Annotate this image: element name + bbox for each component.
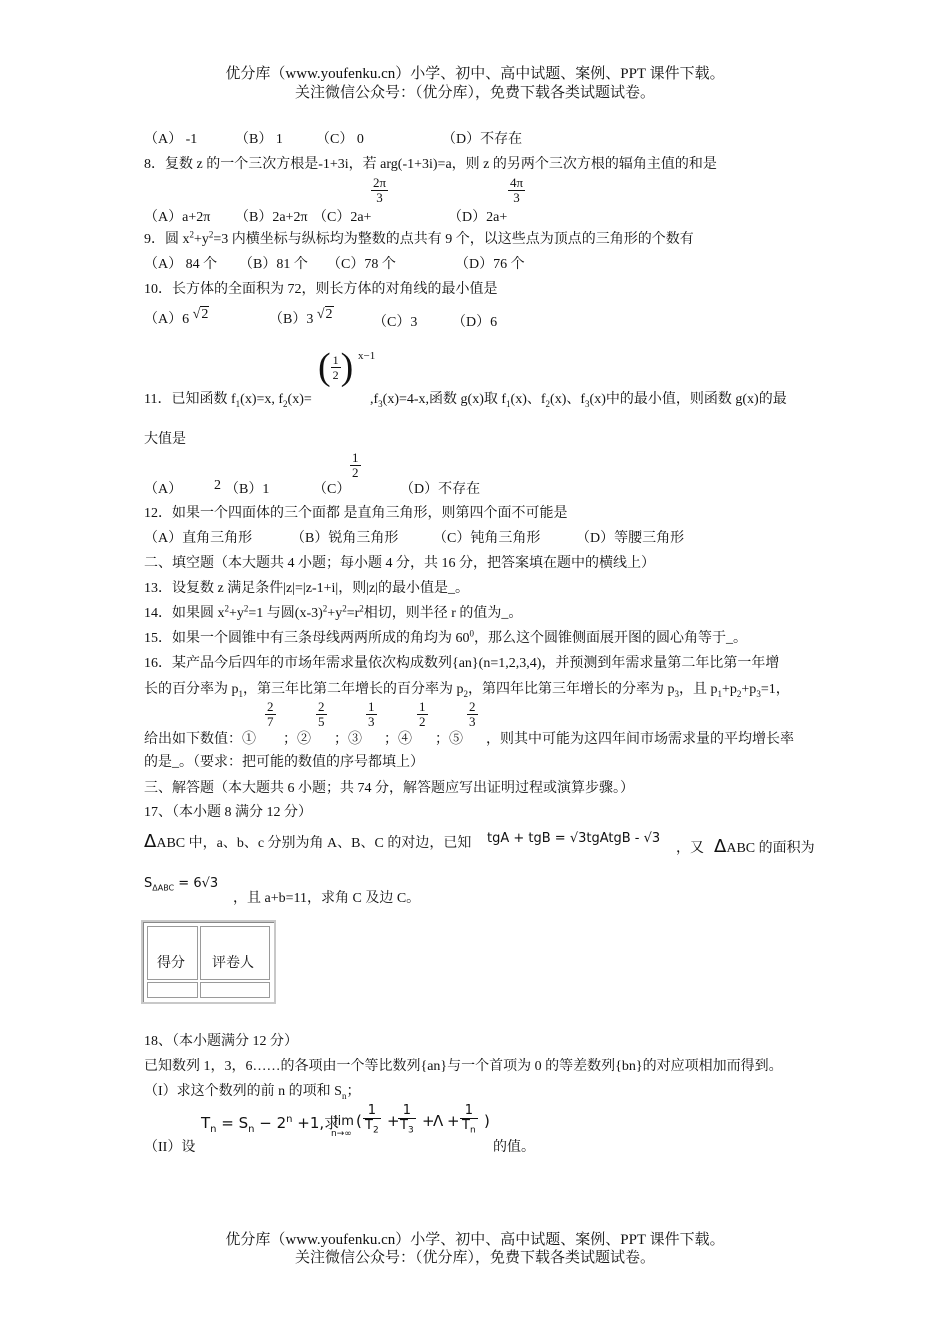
q8-frac-d-num: 4π	[510, 175, 524, 190]
q16-line-2	[144, 678, 790, 698]
q16-l2e: +p	[722, 682, 737, 697]
q16-f3-den: 3	[368, 714, 375, 729]
q11-paren-close: )	[340, 346, 354, 388]
q18-part-1	[144, 1080, 360, 1100]
q15-b: ，那么这个圆锥侧面展开图的圆心角等于_。	[474, 631, 747, 646]
q11-option-a: （A）	[144, 482, 183, 497]
q18-part1-sub: n	[341, 1090, 347, 1101]
q18-frac-t3-den	[398, 1118, 416, 1136]
q18-line-1: 已知数列 1，3，6……的各项由一个等比数列{an}与一个首项为 0 的等差数列{bn}的对应项相加而得到。	[144, 1059, 783, 1074]
q16-l2b: ，第三年比第二年增长的百分率为 p	[243, 682, 464, 697]
q16-f4-den: 2	[419, 714, 426, 729]
q12-option-c: （C）钝角三角形	[433, 531, 541, 546]
q9-stem	[144, 228, 694, 248]
q11-sub-3: 3	[378, 398, 383, 409]
q18-plus-1: +	[387, 1112, 400, 1130]
q17-area-val: = 6√3	[174, 876, 219, 891]
q18-frac-t3-num: 1	[402, 1103, 411, 1118]
q17-line-1	[144, 831, 471, 852]
q13: 13．设复数 z 满足条件|z|=|z-1+i|，则|z|的最小值是_。	[144, 581, 470, 596]
triangle-icon: Δ	[144, 831, 157, 852]
q17-formula: tgA + tgB = √3tgAtgB - √3	[487, 831, 661, 846]
q16-line-4: 的是_。（要求：把可能的数值的序号都填上）	[144, 755, 424, 770]
q10-root-symbol-a: √	[192, 307, 201, 322]
q11-sub-2: 2	[283, 398, 288, 409]
q18-plus-3: +	[447, 1112, 460, 1130]
q8-option-a: （A）a+2π	[144, 210, 211, 225]
q11-option-c-den: 2	[352, 465, 359, 480]
q18-f-mid: − 2	[254, 1114, 287, 1132]
q15-sup: 0	[469, 628, 474, 639]
q14-sup-4: 2	[342, 603, 347, 614]
q18-f-plus: +1,求	[292, 1114, 340, 1132]
q11-option-d: （D）不存在	[400, 482, 481, 497]
q11-stem-c: (x)=	[287, 392, 312, 407]
q12-stem: 12．如果一个四面体的三个面都 是直角三角形，则第四个面不可能是	[144, 506, 568, 521]
q11-frac-den: 2	[332, 367, 339, 382]
grader-label: 评卷人	[212, 956, 254, 971]
q12-option-b: （B）锐角三角形	[291, 531, 399, 546]
q16-f1-den: 7	[267, 714, 274, 729]
q9-option-d: （D）76 个	[455, 257, 525, 272]
q9-stem-b: +y	[194, 232, 209, 247]
q11-option-c: （C）	[313, 482, 351, 497]
q18-frac-t3	[398, 1103, 416, 1136]
q18-plus-2: +	[422, 1112, 435, 1130]
q18-frac-t3-t: T	[400, 1118, 408, 1133]
q15	[144, 627, 747, 647]
q17-l1b	[676, 836, 815, 857]
q11-stem-part2	[370, 388, 787, 408]
q16-frac-4	[417, 700, 428, 729]
q16-f2-num: 2	[318, 699, 325, 714]
q16-f4-num: 1	[419, 699, 426, 714]
q9-option-b: （B）81 个	[239, 257, 308, 272]
q16-sub-3: 3	[674, 688, 679, 699]
q14-sup-5: 2	[359, 603, 364, 614]
q10-option-a-label: （A）6	[144, 312, 190, 327]
q10-sqrt-b	[317, 307, 334, 322]
q11-stem-b: (x)=x, f	[240, 392, 284, 407]
q16-frac-2	[316, 700, 327, 729]
q18-frac-tn-t: T	[462, 1118, 470, 1133]
q16-l3-intro: 给出如下数值：①	[144, 732, 256, 747]
q14-sup-2: 2	[243, 603, 249, 614]
q8-frac-d-den: 3	[508, 190, 525, 205]
q11-f2-expression	[318, 348, 353, 386]
q16-sep-5: ；⑤	[435, 732, 463, 747]
q14-a: 14．如果圆 x	[144, 606, 225, 621]
q8-frac-d	[508, 176, 525, 205]
q16-sep-4: ；④	[384, 732, 412, 747]
q14-e: =r	[346, 606, 360, 621]
q16-sub-3b: 3	[756, 688, 761, 699]
q14-f: 相切，则半径 r 的值为_。	[363, 606, 523, 621]
q8-option-c: （C）2a+	[313, 210, 372, 225]
q9-stem-c: =3 内横坐标与纵标均为整数的点共有 9 个，以这些点为顶点的三角形的个数有	[213, 232, 694, 247]
q16-f5-den: 3	[469, 714, 476, 729]
q11-frac	[331, 353, 341, 382]
q7-option-d: （D）不存在	[442, 132, 523, 147]
section-3-heading: 三、解答题（本大题共 6 小题；共 74 分，解答题应写出证明过程或演算步骤。）	[144, 781, 634, 796]
q16-sep-2: ；②	[283, 732, 311, 747]
q14-c: =1 与圆(x-3)	[248, 606, 323, 621]
q18-f-sub-n2: n	[248, 1124, 255, 1135]
q18-f-sub-n: n	[210, 1124, 217, 1135]
q7-option-c: （C） 0	[316, 132, 364, 147]
triangle-icon-2: Δ	[714, 836, 727, 857]
q18-lim-sub: n→∞	[331, 1129, 352, 1139]
q10-radicand-b: 2	[325, 307, 333, 322]
q10-option-c: （C）3	[373, 315, 418, 330]
q16-sub-2: 2	[463, 688, 468, 699]
q16-frac-3	[366, 700, 377, 729]
q16-frac-5	[467, 700, 478, 729]
q15-a: 15．如果一个圆锥中有三条母线两两所成的角均为 60	[144, 631, 470, 646]
q9-sup-2: 2	[208, 229, 214, 240]
q16-l2c: ，第四年比第三年增长的分率为 p	[468, 682, 675, 697]
q9-sup-1: 2	[189, 229, 194, 240]
q18-frac-tn-num: 1	[464, 1103, 473, 1118]
q11-sub-2b: 2	[545, 398, 551, 409]
q16-sep-3: ；③	[334, 732, 362, 747]
q16-l2g: =1，	[760, 682, 790, 697]
q11-frac-num: 1	[332, 352, 339, 367]
q17-area-sub: ΔABC	[152, 883, 175, 893]
q18-dots: Λ	[433, 1112, 444, 1130]
grader-cell-value[interactable]	[200, 982, 270, 998]
score-label: 得分	[157, 956, 185, 971]
q9-stem-a: 9．圆 x	[144, 232, 190, 247]
q17-l1c: ABC 的面积为	[726, 841, 815, 856]
q11-stem-part1	[144, 388, 312, 408]
q18-frac-tn	[460, 1103, 478, 1136]
q11-stem-line2: 大值是	[144, 432, 186, 447]
q17-title: 17、（本小题 8 满分 12 分）	[144, 805, 312, 820]
q10-option-d: （D）6	[452, 315, 498, 330]
q11-option-c-num: 1	[352, 450, 359, 465]
q10-option-a	[144, 308, 209, 328]
q10-radicand-a: 2	[201, 307, 209, 322]
q17-l1a: ABC 中，a、b、c 分别为角 A、B、C 的对边，已知	[156, 836, 472, 851]
q16-sub-1b: 1	[717, 688, 722, 699]
q7-option-a: （A） -1	[144, 132, 198, 147]
q16-l2d: ，且 p	[679, 682, 718, 697]
q16-sub-1: 1	[238, 688, 243, 699]
q11-paren-open: (	[318, 346, 331, 388]
q11-stem-a: 11．已知函数 f	[144, 392, 236, 407]
q11-option-b: （B）1	[225, 482, 270, 497]
q14-d: +y	[327, 606, 343, 621]
q18-paren-open: (	[356, 1112, 362, 1130]
q16-l2a: 长的百分率为 p	[144, 682, 239, 697]
q18-title: 18、（本小题满分 12 分）	[144, 1034, 298, 1049]
q18-part-2-end: 的值。	[493, 1140, 535, 1155]
q8-option-d: （D）2a+	[448, 210, 508, 225]
q11-exponent: x−1	[358, 350, 376, 362]
q16-line-1: 16．某产品今后四年的市场年需求量依次构成数列{an}(n=1,2,3,4)，并预测到年需求量第二年比第一年增	[144, 656, 780, 671]
q18-frac-t2	[363, 1103, 381, 1136]
q18-frac-t2-sub: 2	[372, 1125, 379, 1136]
q18-frac-t2-den	[363, 1118, 381, 1136]
q18-formula-tn	[201, 1112, 339, 1133]
q14	[144, 602, 522, 622]
q16-f3-num: 1	[368, 699, 375, 714]
footer-line-1: 优分库（www.youfenku.cn）小学、初中、高中试题、案例、PPT 课件下载。	[225, 1232, 725, 1248]
q11-stem-h: (x)中的最小值，则函数 g(x)的最	[589, 392, 787, 407]
q17-line-2: ，且 a+b=11，求角 C 及边 C。	[233, 891, 421, 906]
q16-f1-num: 2	[267, 699, 274, 714]
q8-frac-c-den: 3	[371, 190, 388, 205]
q11-sub-1b: 1	[506, 398, 511, 409]
q11-sub-3b: 3	[585, 398, 590, 409]
q18-frac-tn-den	[460, 1118, 478, 1136]
q11-sub-1: 1	[235, 398, 241, 409]
q8-frac-c	[371, 176, 388, 205]
q12-option-d: （D）等腰三角形	[576, 531, 685, 546]
q18-f-sup-n: n	[286, 1114, 293, 1125]
q9-option-a: （A） 84 个	[144, 257, 218, 272]
q8-option-b: （B）2a+2π	[235, 210, 308, 225]
q12-option-a: （A）直角三角形	[144, 531, 253, 546]
q11-option-a-value: 2	[214, 478, 221, 493]
q18-part1-a: （I）求这个数列的前 n 的项和 S	[144, 1084, 342, 1099]
footer-line-2: 关注微信公众号：（优分库），免费下载各类试题试卷。	[294, 1250, 655, 1266]
q18-f-t: T	[201, 1114, 211, 1132]
q18-frac-t2-num: 1	[367, 1103, 376, 1118]
q16-f2-den: 5	[318, 714, 325, 729]
q16-f5-num: 2	[469, 699, 476, 714]
q18-frac-tn-sub: n	[469, 1125, 476, 1136]
q16-l2f: +p	[741, 682, 757, 697]
q10-option-b	[269, 308, 334, 328]
q10-root-symbol-b: √	[316, 307, 325, 322]
q11-stem-e: (x)=4-x,函数 g(x)取 f	[382, 392, 507, 407]
section-2-heading: 二、填空题（本大题共 4 小题；每小题 4 分，共 16 分，把答案填在题中的横线上）	[144, 556, 655, 571]
q9-option-c: （C）78 个	[327, 257, 396, 272]
header-line-2: 关注微信公众号：（优分库），免费下载各类试题试卷。	[294, 85, 655, 101]
q11-stem-g: (x)、f	[550, 392, 586, 407]
q16-l3-end: ，则其中可能为这四年间市场需求量的平均增长率	[486, 732, 794, 747]
score-table	[141, 920, 276, 1004]
q18-frac-t2-t: T	[365, 1118, 373, 1133]
q10-sqrt-a	[193, 307, 210, 322]
q18-paren-close: )	[484, 1112, 490, 1130]
q10-stem: 10．长方体的全面积为 72，则长方体的对角线的最小值是	[144, 282, 498, 297]
q17-area-s: S	[144, 876, 153, 891]
score-cell-value[interactable]	[147, 982, 198, 998]
q18-frac-t3-sub: 3	[407, 1125, 414, 1136]
q18-lim: lim	[334, 1114, 354, 1129]
q16-frac-1	[265, 700, 276, 729]
q18-f-eq: = S	[216, 1114, 249, 1132]
q7-option-b: （B） 1	[235, 132, 283, 147]
q14-sup-3: 2	[322, 603, 328, 614]
q18-part-2-label: （II）设	[144, 1140, 196, 1155]
q11-stem-d: ,f	[370, 392, 379, 407]
q17-l1b-text: ，又	[676, 841, 704, 856]
q14-b: +y	[229, 606, 244, 621]
header-line-1: 优分库（www.youfenku.cn）小学、初中、高中试题、案例、PPT 课件下载。	[225, 66, 725, 82]
q14-sup-1: 2	[224, 603, 229, 614]
q17-area	[144, 876, 218, 891]
q8-stem: 8．复数 z 的一个三次方根是-1+3i，若 arg(-1+3i)=a，则 z 的另两个三次方根的辐角主值的和是	[144, 157, 717, 172]
q16-sub-2b: 2	[736, 688, 742, 699]
q8-frac-c-num: 2π	[373, 175, 387, 190]
q11-stem-f: (x)、f	[510, 392, 546, 407]
q10-option-b-label: （B）3	[269, 312, 314, 327]
q18-part1-b: ；	[346, 1084, 361, 1099]
q11-option-c-frac	[350, 451, 361, 480]
